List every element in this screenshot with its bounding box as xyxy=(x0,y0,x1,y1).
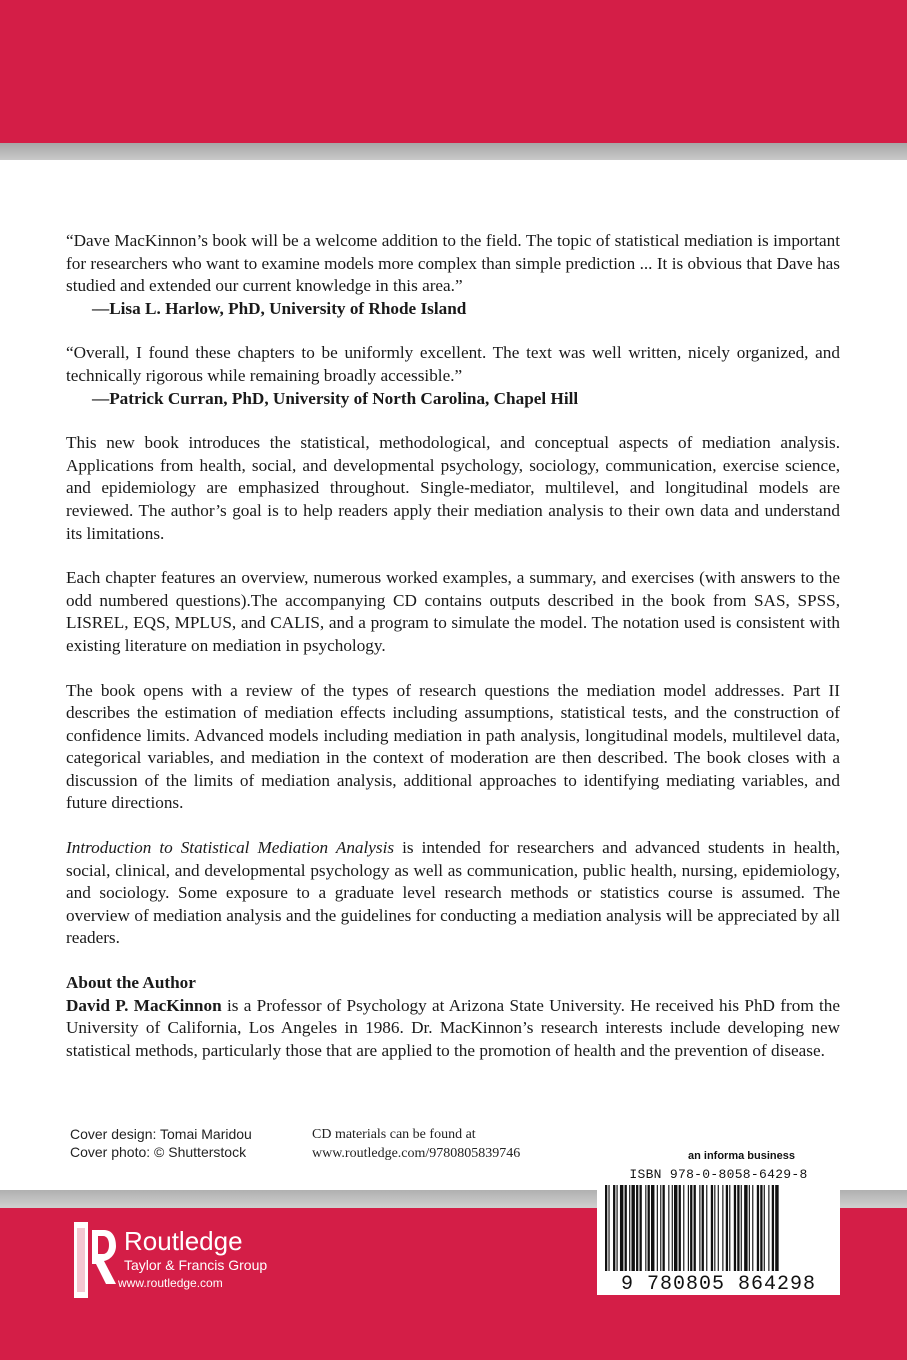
barcode-bar xyxy=(702,1185,704,1271)
barcode-bar xyxy=(688,1185,689,1271)
description-paragraph-2: Each chapter features an overview, numerous worked examples, a summary, and exercises (with answers to the odd numbered questions).The accompanying CD contains outputs described in the book from SAS, SPSS, LISREL, EQS, MPLUS, and CALIS, and a program to simulate the model. The notation used is consistent with existing literature on mediation in psychology. xyxy=(66,568,840,655)
publisher-url: www.routledge.com xyxy=(118,1276,223,1290)
publisher-name: Routledge xyxy=(124,1226,243,1256)
blurb-quote-2: “Overall, I found these chapters to be uniformly excellent. The text was well written, nicely organized, and technically rigorous while remaining broadly accessible.” xyxy=(66,343,840,385)
barcode-bar xyxy=(605,1185,607,1271)
audience-text: is intended for researchers and advanced students in health, social, clinical, and developmental psychology as well as communication, public health, nursing, epidemiology, and sociology. Some exposure to a graduate level research methods or statistics course is assumed. The overview of mediation analysis and the guidelines for conducting a mediation analysis will be appreciated by all readers. xyxy=(66,838,840,948)
top-color-band xyxy=(0,0,907,143)
barcode-bar xyxy=(690,1185,692,1271)
barcode-bar xyxy=(636,1185,638,1271)
barcode-bar xyxy=(668,1185,669,1271)
barcode-bar xyxy=(764,1185,765,1271)
barcode-bar xyxy=(768,1185,769,1271)
barcode-bar xyxy=(629,1185,630,1271)
publisher-group: Taylor & Francis Group xyxy=(124,1257,268,1273)
blurb-quote-1: “Dave MacKinnon’s book will be a welcome addition to the field. The topic of statistical mediation is important for researchers who want to examine models more complex than simple prediction ... It is obvious that Dave has studied and extended our current knowledge in this area.” xyxy=(66,231,840,296)
cover-design-credit: Cover design: Tomai Maridou xyxy=(70,1126,252,1142)
blurb-attribution-1: —Lisa L. Harlow, PhD, University of Rhode Island xyxy=(92,298,467,318)
description-paragraph-1: This new book introduces the statistical, methodological, and conceptual aspects of mediation analysis. Applications from health, social, and developmental psychology, sociology, communication, exercise science, and epidemiology are emphasized throughout. Single-mediator, multilevel, and longitudinal models are reviewed. The author’s goal is to help readers apply their mediation analysis to their own data and understand its limitations. xyxy=(66,433,840,543)
cover-credits xyxy=(70,1125,252,1161)
barcode-bar xyxy=(608,1185,609,1271)
informa-tagline: an informa business xyxy=(688,1150,795,1162)
barcode-bar xyxy=(741,1185,742,1271)
barcode-bar xyxy=(620,1185,623,1271)
barcode-bar xyxy=(734,1185,736,1271)
barcode-bar xyxy=(640,1185,642,1271)
barcode-bar xyxy=(737,1185,739,1271)
routledge-r-icon xyxy=(74,1222,118,1298)
isbn-barcode xyxy=(597,1165,840,1295)
barcode-bar xyxy=(775,1185,778,1271)
barcode-bar xyxy=(663,1185,665,1271)
barcode-bar xyxy=(729,1185,730,1271)
barcode-bar xyxy=(711,1185,713,1271)
barcode-bar xyxy=(613,1185,615,1271)
barcode-bar xyxy=(752,1185,753,1271)
barcode-bar xyxy=(672,1185,673,1271)
description-paragraph-3: The book opens with a review of the types of research questions the mediation model addresses. Part II describes the estimation of mediation effects including assumptions, statistical tests, and the construction of confidence limits. Advanced models including mediation in path analysis, longitudinal models, multilevel data, categorical variables, and mediation in the context of moderation are then described. The book closes with a discussion of the limits of mediation analysis, additional approaches to identifying mediating variables, and future directions. xyxy=(66,680,840,813)
barcode-bar xyxy=(718,1185,719,1271)
barcode-bars xyxy=(597,1185,840,1275)
barcode-digits: 9 780805 864298 xyxy=(620,1273,817,1296)
barcode-bar xyxy=(694,1185,696,1271)
barcode-bar xyxy=(744,1185,747,1271)
barcode-bar xyxy=(699,1185,700,1271)
barcode-bar xyxy=(726,1185,728,1271)
book-title: Introduction to Statistical Mediation Analysis xyxy=(66,838,395,858)
barcode-bar xyxy=(648,1185,650,1271)
barcode-bar xyxy=(651,1185,654,1271)
audience-paragraph xyxy=(66,837,840,950)
isbn-label: ISBN 978-0-8058-6429-8 xyxy=(629,1167,808,1182)
about-author-heading: About the Author xyxy=(66,973,196,993)
barcode-bar xyxy=(757,1185,759,1271)
back-cover-text xyxy=(66,230,840,1062)
barcode-bar xyxy=(679,1185,681,1271)
author-bio-text: is a Professor of Psychology at Arizona State University. He received his PhD from the University of California, Los Angeles in 1986. Dr. MacKinnon’s research interests include developing new statistical methods, particularly those that are applied to the promotion of health and the prevention of disease. xyxy=(66,995,840,1060)
barcode-bar xyxy=(625,1185,627,1271)
blurb-attribution-2: —Patrick Curran, PhD, University of North Carolina, Chapel Hill xyxy=(92,388,579,408)
barcode-bar xyxy=(772,1185,774,1271)
barcode-bar xyxy=(722,1185,723,1271)
barcode-bar xyxy=(660,1185,661,1271)
barcode-bar xyxy=(674,1185,677,1271)
barcode-bar xyxy=(631,1185,634,1271)
barcode-bar xyxy=(645,1185,646,1271)
barcode-bar xyxy=(617,1185,618,1271)
barcode-bar xyxy=(714,1185,715,1271)
barcode-bar xyxy=(706,1185,707,1271)
cd-note-url: www.routledge.com/9780805839746 xyxy=(312,1146,521,1161)
barcode-bar xyxy=(657,1185,658,1271)
publisher-text xyxy=(118,1226,268,1292)
barcode-bar xyxy=(760,1185,762,1271)
author-bio xyxy=(66,995,840,1063)
top-gray-stripe xyxy=(0,143,907,160)
author-name: David P. MacKinnon xyxy=(66,995,222,1015)
cd-note-line1: CD materials can be found at xyxy=(312,1127,476,1142)
barcode-bar xyxy=(749,1185,750,1271)
cd-materials-note xyxy=(312,1125,520,1163)
barcode-bar xyxy=(683,1185,684,1271)
cover-photo-credit: Cover photo: © Shutterstock xyxy=(70,1144,247,1160)
